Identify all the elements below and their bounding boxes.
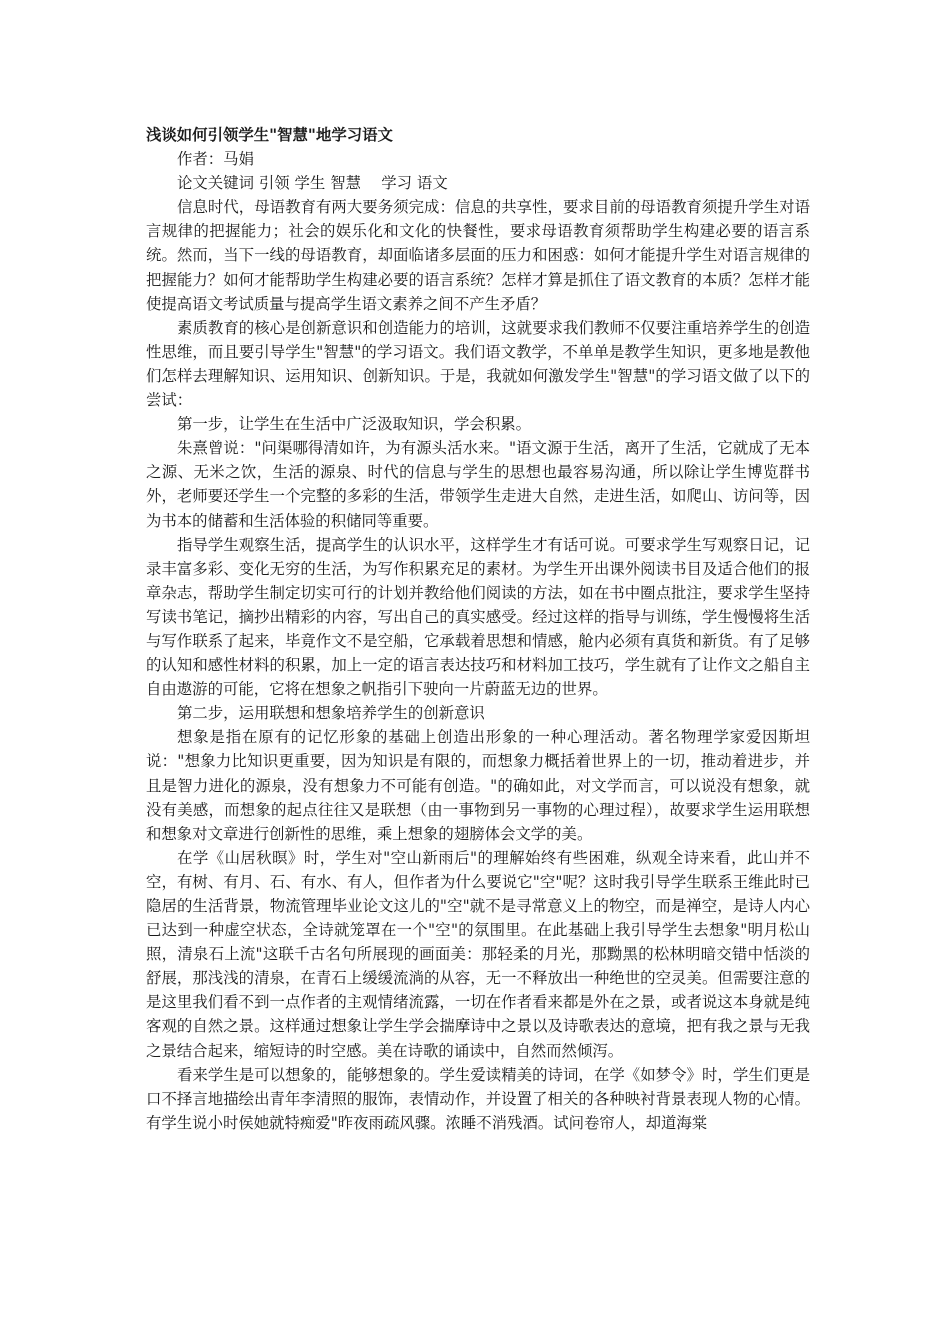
article-body [146, 123, 810, 1135]
paragraph-imagination: 想象是指在原有的记忆形象的基础上创造出形象的一种心理活动。著名物理学家爱因斯坦说："想象力比知识更重要，因为知识是有限的，而想象力概括着世界上的一切，推动着进步，并且是智力进化的源泉，没有想象力不可能有创造。"的确如此，对文学而言，可以说没有想象，就没有美感，而想象的起点往往又是联想（由一事物到另一事物的心理过程），故要求学生运用联想和想象对文章进行创新性的思维，乘上想象的翅膀体会文学的美。 [146, 728, 810, 843]
author-line: 作者：马娟 [177, 150, 254, 169]
paragraph-intro: 信息时代，母语教育有两大要务须完成：信息的共享性，要求目前的母语教育须提升学生对语言规律的把握能力；社会的娱乐化和文化的快餐性，要求母语教育须帮助学生构建必要的语言系统。然而，当下一线的母语教育，却面临诸多层面的压力和困惑：如何才能提升学生对语言规律的把握能力？如何才能帮助学生构建必要的语言系统？怎样才算是抓住了语文教育的本质？怎样才能使提高语文考试质量与提高学生语文素养之间不产生矛盾？ [146, 198, 810, 313]
paragraph-zhuxi-quote: 朱熹曾说："问渠哪得清如许，为有源头活水来。"语文源于生活，离开了生活，它就成了无本之源、无米之饮，生活的源泉、时代的信息与学生的思想也最容易沟通，所以除让学生博览群书外，老师要还学生一个完整的多彩的生活，带领学生走进大自然，走进生活，如爬山、访问等，因为书本的储蓄和生活体验的积储同等重要。 [146, 439, 810, 530]
paragraph-observe-life: 指导学生观察生活，提高学生的认识水平，这样学生才有话可说。可要求学生写观察日记，记录丰富多彩、变化无穷的生活，为写作积累充足的素材。为学生开出课外阅读书目及适合他们的报章杂志，帮助学生制定切实可行的计划并教给他们阅读的方法，如在书中圈点批注，要求学生坚持写读书笔记，摘抄出精彩的内容，写出自己的真实感受。经过这样的指导与训练，学生慢慢将生活与写作联系了起来，毕竟作文不是空船，它承载着思想和情感，舱内必须有真货和新货。有了足够的认知和感性材料的积累，加上一定的语言表达技巧和材料加工技巧，学生就有了让作文之船自主自由遨游的可能，它将在想象之帆指引下驶向一片蔚蓝无边的世界。 [146, 535, 810, 699]
paragraph-rumengling: 看来学生是可以想象的，能够想象的。学生爱读精美的诗词，在学《如梦令》时，学生们更是口不择言地描绘出青年李清照的服饰，表情动作，并设置了相关的各种映衬背景表现人物的心情。有学生说小时侯她就特痴爱"昨夜雨疏风骤。浓睡不消残酒。试问卷帘人，却道海棠 [146, 1065, 810, 1132]
paragraph-quality-education: 素质教育的核心是创新意识和创造能力的培训，这就要求我们教师不仅要注重培养学生的创造性思维，而且要引导学生"智慧"的学习语文。我们语文教学，不单单是教学生知识，更多地是教他们怎样去理解知识、运用知识、创新知识。于是，我就如何激发学生"智慧"的学习语文做了以下的尝试： [146, 318, 810, 410]
keywords-line: 论文关键词 引领 学生 智慧 学习 语文 [177, 174, 448, 193]
paragraph-step-two-heading: 第二步，运用联想和想象培养学生的创新意识 [177, 704, 485, 723]
paragraph-step-one-heading: 第一步，让学生在生活中广泛汲取知识，学会积累。 [177, 415, 531, 434]
paragraph-shanju-qiuming: 在学《山居秋暝》时，学生对"空山新雨后"的理解始终有些困难，纵观全诗来看，此山并不空，有树、有月、石、有水、有人，但作者为什么要说它"空"呢？这时我引导学生联系王维此时已隐居的生活背景，物流管理毕业论文这儿的"空"就不是寻常意义上的物空，而是禅空，是诗人内心已达到一种虚空状态，全诗就笼罩在一个"空"的氛围里。在此基础上我引导学生去想象"明月松山照，清泉石上流"这联千古名句所展现的画面美：那轻柔的月光，那黝黑的松林明暗交错中恬淡的舒展，那浅浅的清泉，在青石上缓缓流淌的从容，无一不释放出一种绝世的空灵美。但需要注意的是这里我们看不到一点作者的主观情绪流露，一切在作者看来都是外在之景，或者说这本身就是纯客观的自然之景。这样通过想象让学生学会揣摩诗中之景以及诗歌表达的意境，把有我之景与无我之景结合起来，缩短诗的时空感。美在诗歌的诵读中，自然而然倾泻。 [146, 848, 810, 1060]
article-title: 浅谈如何引领学生"智慧"地学习语文 [146, 126, 393, 144]
